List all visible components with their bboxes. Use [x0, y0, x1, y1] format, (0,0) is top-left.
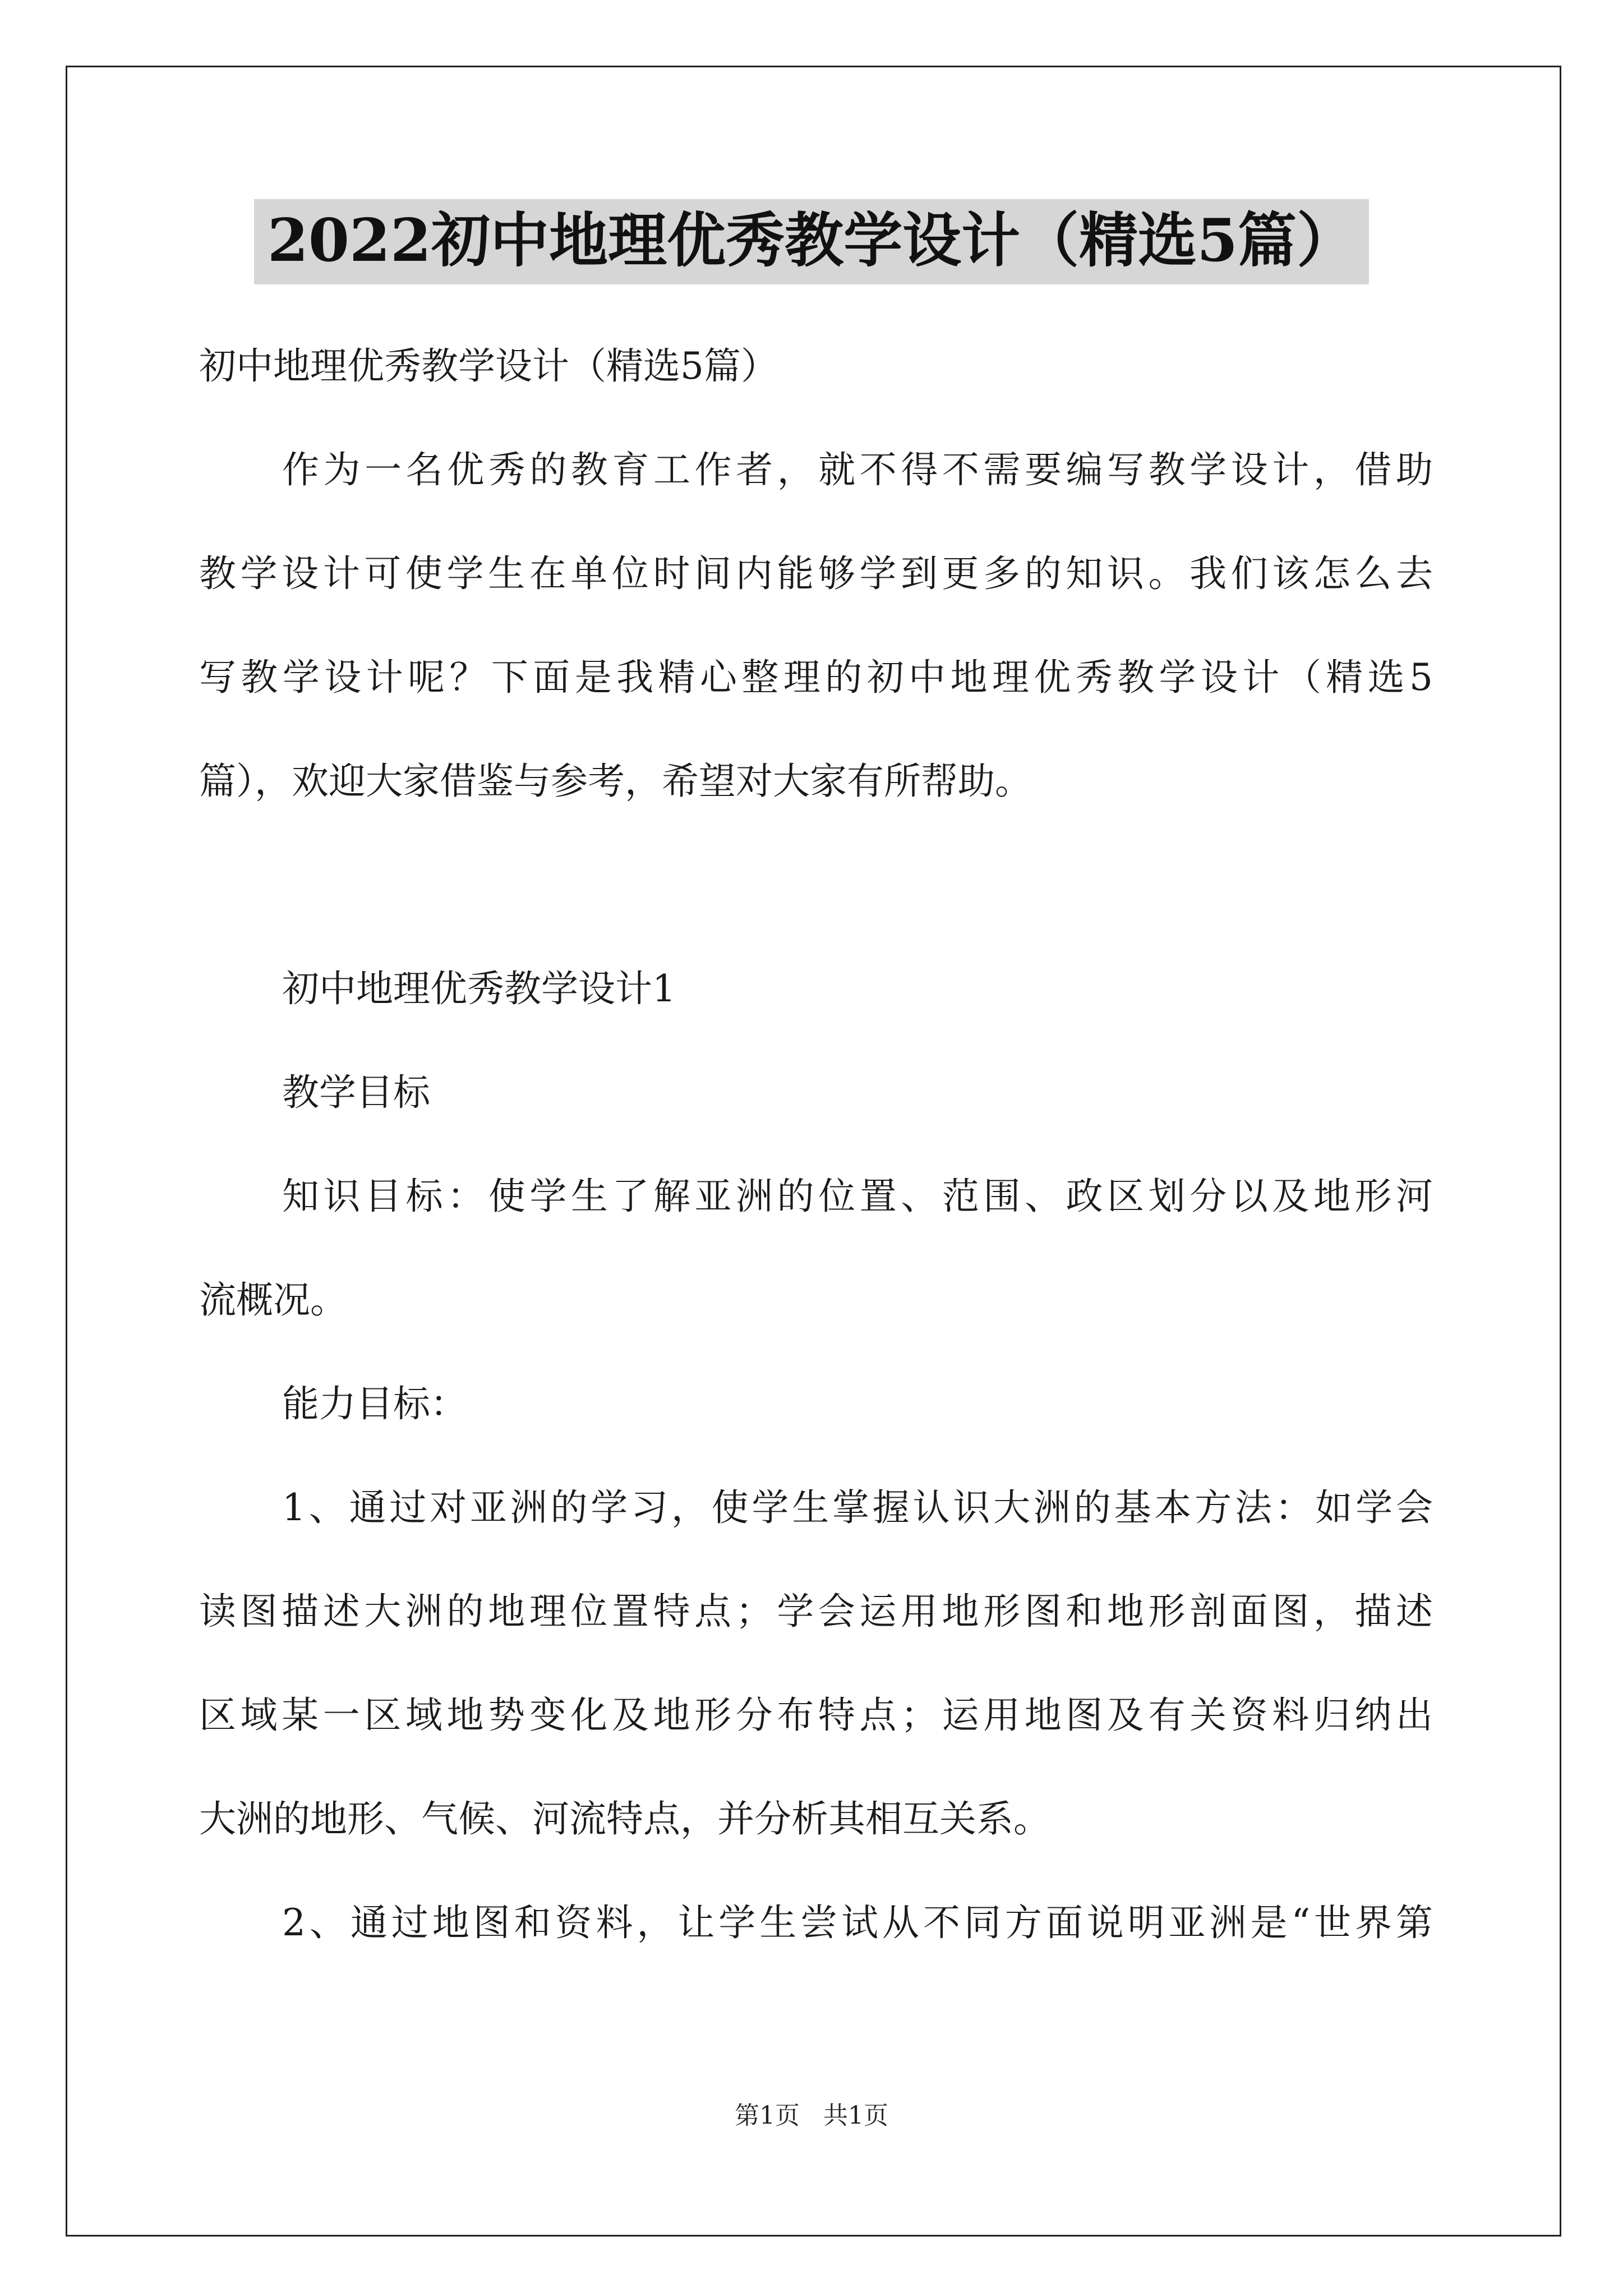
goals-heading: 教学目标 — [282, 1071, 430, 1114]
section-heading: 初中地理优秀教学设计1 — [282, 967, 676, 1010]
page-number-footer: 第1页 共1页 — [735, 2101, 888, 2130]
knowledge-goal-line: 流概况。 — [199, 1278, 347, 1322]
intro-line: 写教学设计呢？下面是我精心整理的初中地理优秀教学设计（精选5 — [199, 656, 1433, 699]
ability-item-1-line: 1、通过对亚洲的学习，使学生掌握认识大洲的基本方法：如学会 — [282, 1486, 1433, 1529]
title-container — [0, 199, 1623, 284]
document-subtitle: 初中地理优秀教学设计（精选5篇） — [199, 344, 778, 388]
ability-item-2-line: 2、通过地图和资料，让学生尝试从不同方面说明亚洲是“世界第 — [282, 1901, 1433, 1944]
paragraph-gap — [199, 833, 1433, 937]
document-title: 2022初中地理优秀教学设计（精选5篇） — [254, 199, 1369, 284]
ability-item-1-line: 大洲的地形、气候、河流特点，并分析其相互关系。 — [199, 1797, 1050, 1841]
intro-line: 教学设计可使学生在单位时间内能够学到更多的知识。我们该怎么去 — [199, 552, 1433, 595]
ability-item-1-line: 读图描述大洲的地理位置特点；学会运用地形图和地形剖面图，描述 — [199, 1590, 1433, 1633]
intro-line: 作为一名优秀的教育工作者，就不得不需要编写教学设计，借助 — [282, 448, 1433, 491]
document-body — [199, 314, 1433, 1975]
intro-line: 篇），欢迎大家借鉴与参考，希望对大家有所帮助。 — [199, 760, 1032, 803]
knowledge-goal-line: 知识目标：使学生了解亚洲的位置、范围、政区划分以及地形河 — [282, 1175, 1433, 1218]
ability-item-1-line: 区域某一区域地势变化及地形分布特点；运用地图及有关资料归纳出 — [199, 1694, 1433, 1737]
ability-heading: 能力目标： — [282, 1382, 467, 1425]
